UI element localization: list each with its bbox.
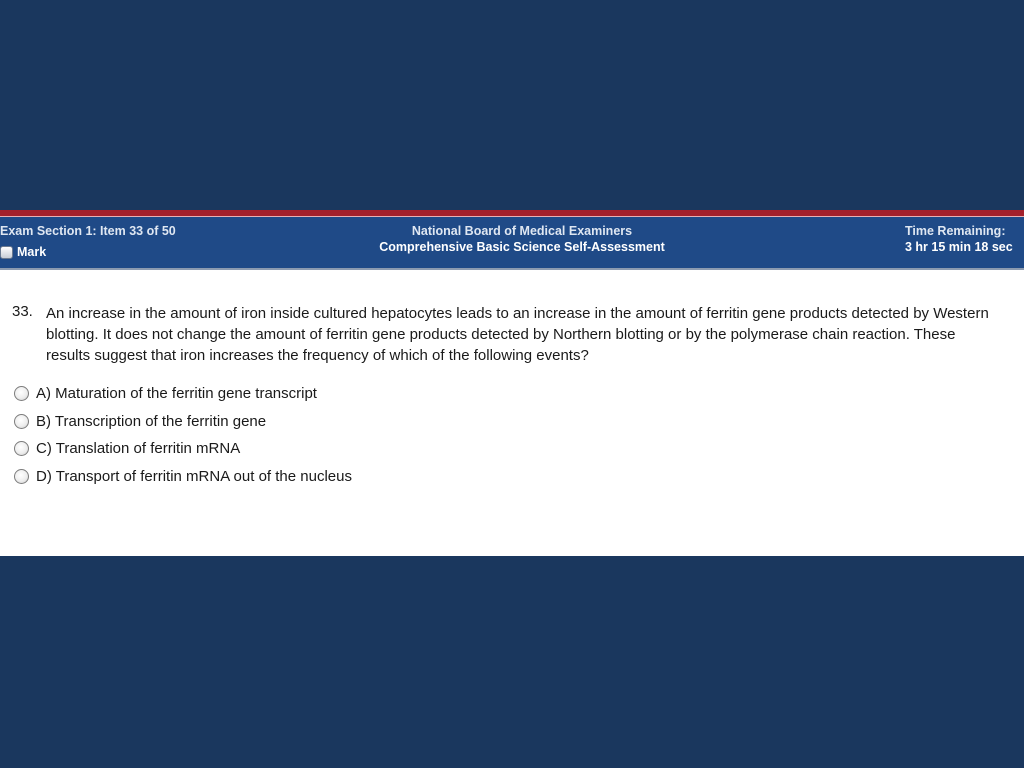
header-accent-stripe — [0, 210, 1024, 217]
time-remaining-value: 3 hr 15 min 18 sec — [905, 240, 1013, 254]
answer-option-d[interactable] — [14, 463, 352, 491]
answer-option-c[interactable] — [14, 435, 352, 463]
mark-checkbox[interactable] — [0, 246, 13, 259]
exam-title: Comprehensive Basic Science Self-Assessment — [379, 240, 665, 254]
radio-button-c[interactable] — [14, 441, 29, 456]
mark-toggle[interactable] — [0, 245, 46, 259]
answer-option-a[interactable] — [14, 380, 352, 408]
answer-option-label: D) Transport of ferritin mRNA out of the nucleus — [36, 467, 352, 485]
radio-button-b[interactable] — [14, 414, 29, 429]
exam-header — [0, 217, 1024, 268]
org-title: National Board of Medical Examiners — [411, 224, 633, 238]
top-background — [0, 0, 1024, 210]
time-remaining-label: Time Remaining: — [905, 224, 1006, 238]
answer-option-b[interactable] — [14, 408, 352, 436]
mark-label: Mark — [17, 245, 47, 259]
answer-options — [14, 380, 352, 490]
bottom-background — [0, 556, 1024, 768]
section-item-label: Exam Section 1: Item 33 of 50 — [0, 224, 176, 238]
question-stem: An increase in the amount of iron inside cultured hepatocytes leads to an increase in the amount of ferritin gene products detected by Western blotting. It does not change the amount of ferritin gene products detected by Northern blotting or by the polymerase chain reaction. These results suggest that iron increases the frequency of which of the following events? — [46, 305, 989, 364]
answer-option-label: A) Maturation of the ferritin gene transcript — [36, 385, 317, 403]
timer-block — [905, 224, 1013, 254]
answer-option-label: C) Translation of ferritin mRNA — [36, 440, 241, 458]
question-number: 33. — [12, 303, 33, 320]
exam-title-block — [312, 224, 732, 254]
radio-button-d[interactable] — [14, 469, 29, 484]
question-panel — [0, 274, 1024, 556]
radio-button-a[interactable] — [14, 386, 29, 401]
answer-option-label: B) Transcription of the ferritin gene — [36, 412, 267, 430]
